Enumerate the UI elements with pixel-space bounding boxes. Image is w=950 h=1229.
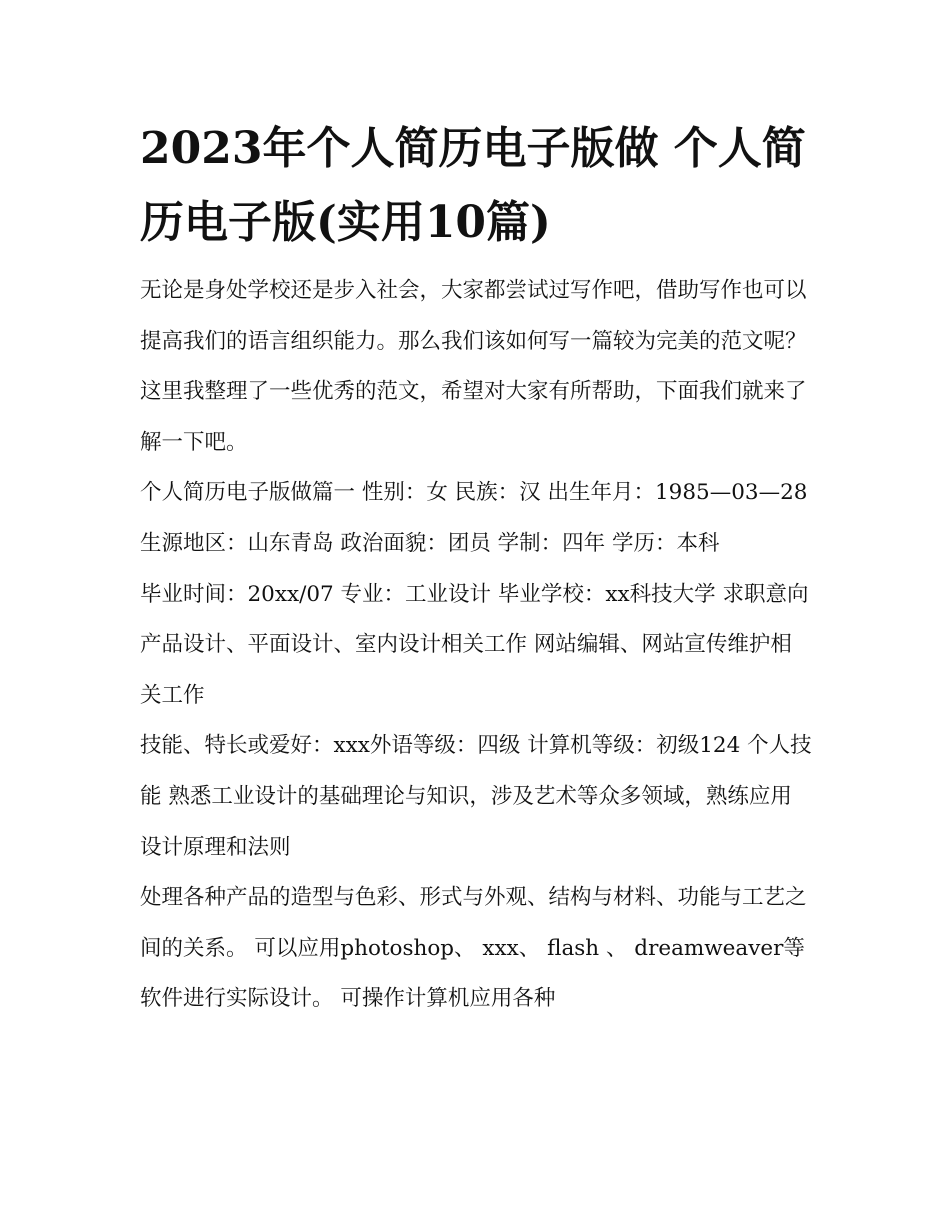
personal-info-paragraph: 个人简历电子版做篇一 性别：女 民族：汉 出生年月：1985—03—28 生源地区：山东青岛 政治面貌：团员 学制：四年 学历：本科 bbox=[140, 480, 808, 556]
skills-paragraph: 技能、特长或爱好：xxx外语等级：四级 计算机等级：初级124 个人技能 熟悉工业设计的基础理论与知识，涉及艺术等众多领域，熟练应用设计原理和法则 bbox=[140, 733, 812, 860]
document-title: 2023年个人简历电子版做 个人简历电子版(实用10篇) bbox=[140, 123, 806, 248]
intro-paragraph: 无论是身处学校还是步入社会，大家都尝试过写作吧，借助写作也可以提高我们的语言组织能力。那么我们该如何写一篇较为完美的范文呢？这里我整理了一些优秀的范文，希望对大家有所帮助，下面我们就来了解一下吧。 bbox=[140, 278, 807, 455]
document-body bbox=[140, 112, 812, 1025]
abilities-paragraph: 处理各种产品的造型与色彩、形式与外观、结构与材料、功能与工艺之间的关系。 可以应用photoshop、 xxx、 flash 、 dreamweaver等软件进行实际设计。 可操作计算机应用各种 bbox=[140, 885, 807, 1012]
education-paragraph: 毕业时间：20xx/07 专业：工业设计 毕业学校：xx科技大学 求职意向 产品设计、平面设计、室内设计相关工作 网站编辑、网站宣传维护相关工作 bbox=[140, 581, 809, 708]
